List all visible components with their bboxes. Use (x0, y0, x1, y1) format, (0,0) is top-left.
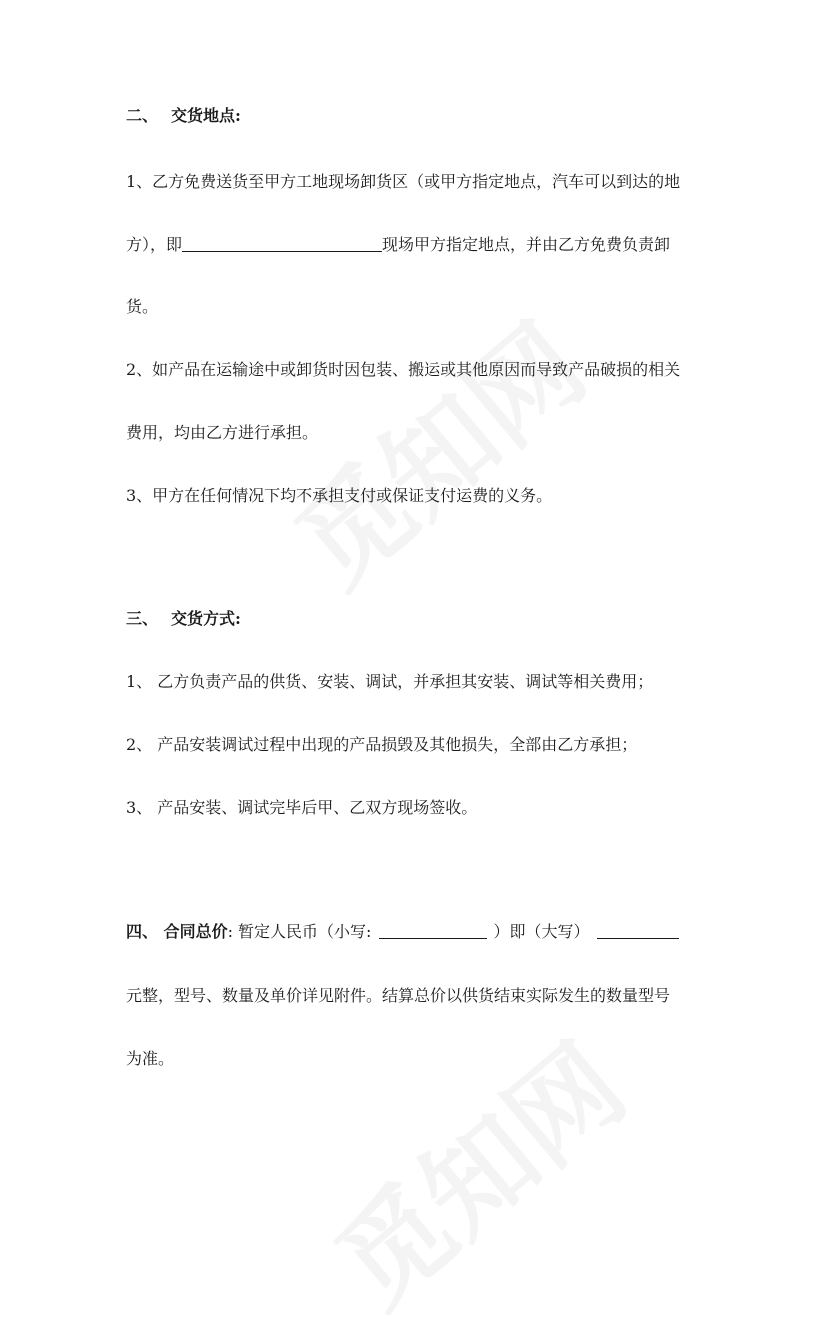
heading-number: 二、 (126, 106, 159, 125)
paragraph-line: 2、如产品在运输途中或卸货时因包装、搬运或其他原因而导致产品破损的相关 (126, 360, 681, 379)
heading-text: 交货地点: (171, 106, 241, 125)
paragraph-line (126, 235, 670, 255)
text-segment: ）即（大写） (493, 922, 590, 941)
paragraph-line: 3、甲方在任何情况下均不承担支付或保证支付运费的义务。 (126, 486, 553, 505)
list-item: 3、 产品安装、调试完毕后甲、乙双方现场签收。 (126, 798, 478, 817)
watermark (258, 282, 612, 615)
paragraph-line: 费用，均由乙方进行承担。 (126, 423, 319, 442)
paragraph-line: 1、乙方免费送货至甲方工地现场卸货区（或甲方指定地点，汽车可以到达的地 (126, 172, 681, 191)
text-segment: : 暂定人民币（小写: (227, 922, 372, 941)
section-heading: 四、 合同总价 (126, 922, 228, 941)
watermark (298, 1002, 652, 1335)
paragraph-line: 元整，型号、数量及单价详见附件。结算总价以供货结束实际发生的数量型号 (126, 986, 671, 1005)
section-heading (126, 106, 241, 126)
paragraph-line: 货。 (126, 297, 159, 316)
blank-field (379, 922, 487, 939)
list-item: 2、 产品安装调试过程中出现的产品损毁及其他损失，全部由乙方承担； (126, 735, 638, 754)
heading-text: 交货方式: (171, 609, 241, 628)
blank-field (597, 922, 679, 939)
section-heading (126, 609, 241, 629)
text-segment: 现场甲方指定地点，并由乙方免费负责卸 (382, 235, 671, 254)
paragraph-line: 为准。 (126, 1049, 175, 1068)
blank-field (182, 235, 382, 252)
heading-number: 三、 (126, 609, 159, 628)
list-item: 1、 乙方负责产品的供货、安装、调试，并承担其安装、调试等相关费用； (126, 672, 654, 691)
text-segment: 方），即 (126, 235, 183, 254)
paragraph-line (126, 922, 679, 942)
